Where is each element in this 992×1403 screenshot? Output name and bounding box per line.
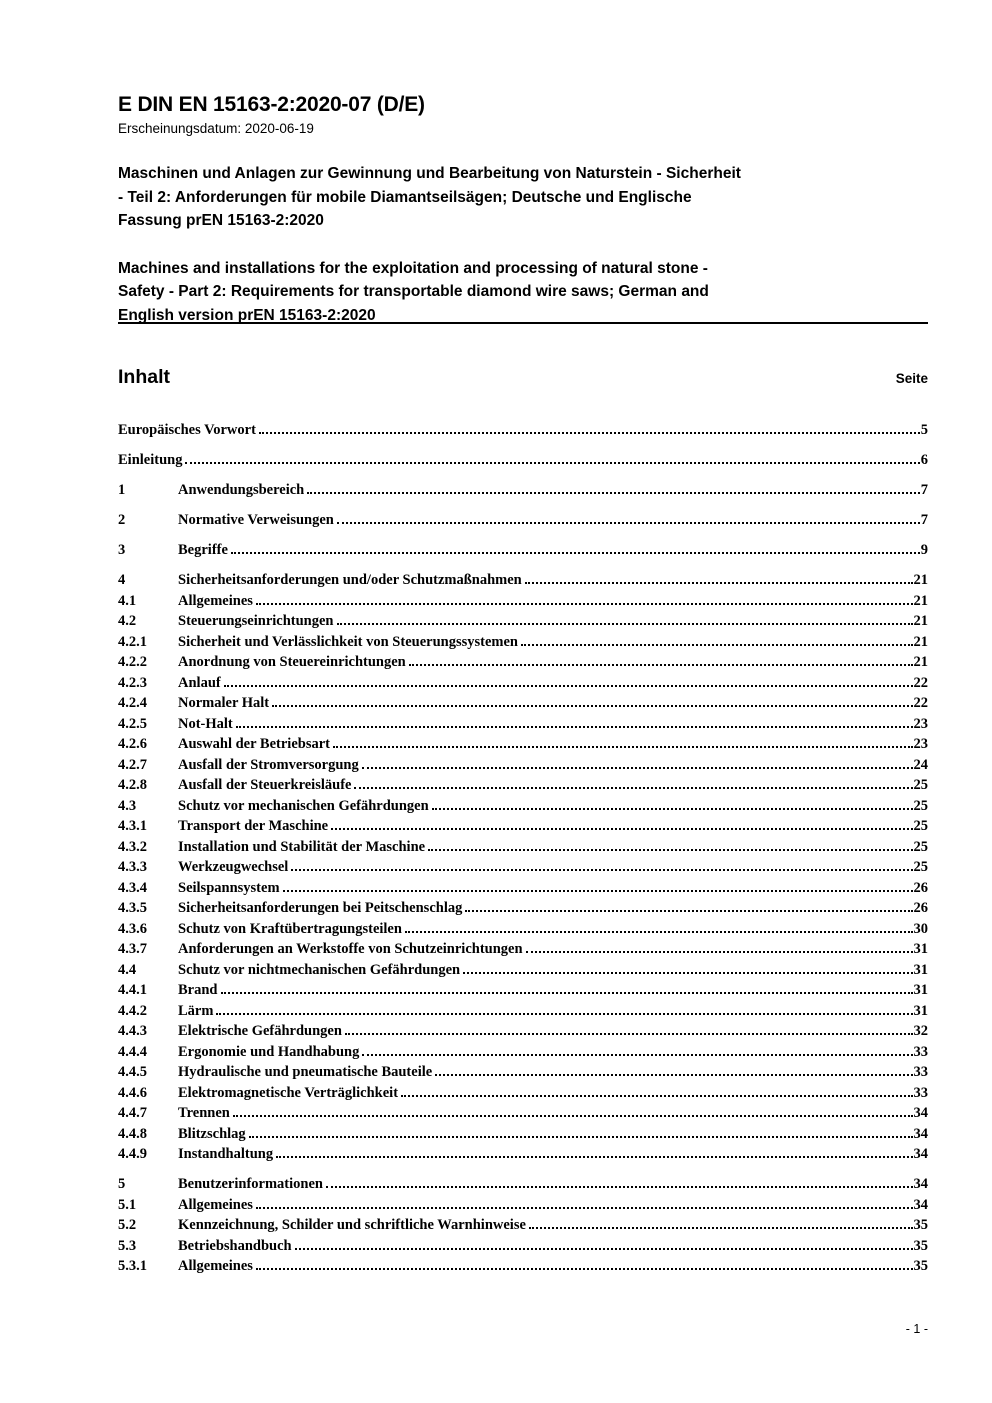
toc-entry-page: 21: [913, 613, 928, 629]
toc-entry: [118, 450, 928, 471]
toc-entry: [118, 1062, 928, 1083]
title-english: [118, 257, 928, 328]
toc-entry-label: Anordnung von Steuereinrichtungen: [178, 654, 406, 670]
toc-entry: [118, 939, 928, 960]
toc-entry-page: 6: [920, 452, 928, 468]
toc-entry: [118, 1042, 928, 1063]
title-german: [118, 162, 928, 233]
toc-entry-number: 4.3.2: [118, 838, 147, 855]
toc-entry-label: Steuerungseinrichtungen: [178, 613, 334, 629]
toc-entry-number: 4.4.8: [118, 1125, 147, 1142]
dot-leader: [331, 828, 912, 830]
toc-entry-number: 4: [118, 572, 126, 588]
toc-entry: [118, 1236, 928, 1257]
toc-entry: [118, 714, 928, 735]
toc-entry-page: 21: [913, 633, 928, 650]
toc-entry: [118, 1215, 928, 1236]
dot-leader: [224, 685, 913, 687]
toc-entry-number: 4.4.5: [118, 1064, 147, 1080]
toc-entry: [118, 570, 928, 591]
dot-leader: [276, 1156, 912, 1158]
toc-entry-page: 34: [913, 1196, 928, 1213]
toc-entry: [118, 919, 928, 940]
toc-entry-number: 4.2.5: [118, 715, 147, 732]
toc-entry-number: 4.2.7: [118, 756, 147, 773]
dot-leader: [259, 432, 920, 434]
toc-entry: [118, 632, 928, 653]
toc-entry-number: 5.1: [118, 1196, 137, 1213]
toc-entry-label: Allgemeines: [178, 1196, 253, 1213]
title-german-line: Maschinen und Anlagen zur Gewinnung und Bearbeitung von Naturstein - Sicherheit: [118, 165, 741, 182]
toc-entry-number: 4.3.6: [118, 920, 147, 937]
toc-entry-page: 23: [913, 715, 928, 732]
dot-leader: [432, 808, 913, 810]
dot-leader: [233, 1115, 913, 1117]
toc-entry: [118, 1021, 928, 1042]
toc-entry-number: 4.2.4: [118, 695, 147, 711]
toc-entry: [118, 878, 928, 899]
toc-entry-number: 4.3.5: [118, 900, 147, 916]
toc-entry-number: 4.2.6: [118, 736, 147, 752]
toc-entry-label: Sicherheit und Verlässlichkeit von Steuerungssystemen: [178, 633, 518, 650]
dot-leader: [337, 623, 913, 625]
dot-leader: [249, 1136, 913, 1138]
toc-entry-number: 4.4.1: [118, 982, 147, 998]
toc-entry-page: 7: [920, 482, 928, 498]
dot-leader: [256, 1207, 913, 1209]
toc-entry-label: Ausfall der Steuerkreisläufe: [178, 777, 352, 793]
dot-leader: [529, 1227, 913, 1229]
toc-entry-label: Anforderungen an Werkstoffe von Schutzeinrichtungen: [178, 941, 523, 957]
title-english-line: Safety - Part 2: Requirements for transportable diamond wire saws; German and: [118, 283, 709, 300]
toc-entry-label: Werkzeugwechsel: [178, 859, 289, 875]
toc-entry-number: 4.3.7: [118, 941, 147, 957]
toc-entry-number: 4.2.2: [118, 654, 147, 670]
toc-entry-number: 4.3.3: [118, 859, 147, 875]
toc-entry-number: 4.4.9: [118, 1146, 147, 1162]
toc-page-column-label: Seite: [895, 371, 928, 386]
toc-entry-label: Brand: [178, 982, 218, 998]
dot-leader: [525, 582, 913, 584]
toc-entry-page: 35: [913, 1217, 928, 1233]
toc-entry: [118, 1124, 928, 1145]
toc-entry: [118, 980, 928, 1001]
toc-entry-label: Hydraulische und pneumatische Bauteile: [178, 1064, 433, 1080]
toc-entry: [118, 420, 928, 441]
toc-entry-label: Installation und Stabilität der Maschine: [178, 838, 426, 855]
toc-entry-label: Trennen: [178, 1105, 230, 1121]
toc-entry-page: 7: [920, 512, 928, 528]
toc-entry-label: Normative Verweisungen: [178, 512, 334, 528]
toc-entry-label: Kennzeichnung, Schilder und schriftliche Warnhinweise: [178, 1217, 526, 1233]
toc-entry: [118, 540, 928, 561]
toc-entry-page: 5: [920, 422, 928, 438]
toc-entry: [118, 857, 928, 878]
dot-leader: [333, 746, 913, 748]
toc-entry-page: 26: [913, 879, 928, 896]
toc-entry: [118, 611, 928, 632]
dot-leader: [337, 522, 920, 524]
toc-entry-label: Schutz vor nichtmechanischen Gefährdungen: [178, 961, 461, 978]
toc-entry-page: 25: [913, 797, 928, 814]
toc-entry-number: 2: [118, 512, 126, 528]
toc-entry-number: 4.3.1: [118, 818, 147, 834]
dot-leader: [526, 951, 913, 953]
toc-entry-number: 4.2.1: [118, 633, 147, 650]
dot-leader: [409, 664, 913, 666]
toc-entry-number: 5: [118, 1176, 126, 1192]
toc-entry-page: 34: [913, 1105, 928, 1121]
dot-leader: [362, 1054, 912, 1056]
dot-leader: [463, 972, 912, 974]
toc-entry: [118, 1144, 928, 1165]
publication-date: Erscheinungsdatum: 2020-06-19: [118, 121, 314, 136]
toc-entry-number: 4.4.6: [118, 1084, 147, 1101]
toc-entry-page: 25: [913, 818, 928, 834]
toc-entry-page: 31: [913, 941, 928, 957]
dot-leader: [428, 849, 912, 851]
toc-entry: [118, 591, 928, 612]
toc-entry: [118, 755, 928, 776]
dot-leader: [435, 1074, 912, 1076]
title-german-line: - Teil 2: Anforderungen für mobile Diamantseilsägen; Deutsche und Englische: [118, 188, 692, 206]
toc-entry-number: 4.2.8: [118, 777, 147, 793]
toc-entry-label: Elektrische Gefährdungen: [178, 1023, 342, 1039]
toc-entry-label: Anwendungsbereich: [178, 482, 305, 498]
toc-entry-page: 21: [913, 654, 928, 670]
toc-entry-label: Allgemeines: [178, 592, 253, 609]
toc-entry: [118, 1083, 928, 1104]
toc-entry-page: 22: [913, 695, 928, 711]
toc-entry-page: 22: [913, 674, 928, 691]
toc-entry-number: 4.4.2: [118, 1002, 147, 1019]
toc-entry-page: 25: [913, 859, 928, 875]
toc-entry-number: 4.1: [118, 592, 137, 609]
toc-entry-page: 31: [913, 982, 928, 998]
toc-entry-page: 24: [913, 756, 928, 773]
dot-leader: [401, 1095, 912, 1097]
toc-entry: [118, 1174, 928, 1195]
toc-entry-number: 3: [118, 542, 126, 558]
document-number: E DIN EN 15163-2:2020-07 (D/E): [118, 93, 425, 116]
toc-entry-number: 5.3: [118, 1237, 137, 1254]
dot-leader: [521, 644, 913, 646]
toc-entry: [118, 1256, 928, 1277]
toc-entry-label: Benutzerinformationen: [178, 1176, 323, 1192]
toc-entry: [118, 1195, 928, 1216]
toc-entry-label: Anlauf: [178, 674, 221, 691]
toc-entry: [118, 693, 928, 714]
title-german-line: Fassung prEN 15163-2:2020: [118, 212, 324, 229]
toc-entry-page: 26: [913, 900, 928, 916]
toc-entry: [118, 734, 928, 755]
toc-entry-label: Sicherheitsanforderungen und/oder Schutzmaßnahmen: [178, 572, 522, 588]
toc-entry-number: 4.3: [118, 797, 137, 814]
toc-entry-label: Einleitung: [118, 452, 183, 468]
title-english-line: Machines and installations for the exploitation and processing of natural stone -: [118, 259, 708, 277]
toc-entry-number: 5.3.1: [118, 1258, 147, 1274]
dot-leader: [465, 910, 912, 912]
toc-entry-number: 5.2: [118, 1217, 137, 1233]
toc-entry-label: Sicherheitsanforderungen bei Peitschenschlag: [178, 900, 463, 916]
toc-entry: [118, 480, 928, 501]
toc-entry-number: 4.3.4: [118, 879, 147, 896]
title-english-line: English version prEN 15163-2:2020: [118, 306, 376, 324]
dot-leader: [185, 462, 919, 464]
toc-entry-page: 35: [913, 1258, 928, 1274]
toc-entry: [118, 796, 928, 817]
toc-entry-label: Normaler Halt: [178, 695, 270, 711]
toc-entry-number: 4.2.3: [118, 674, 147, 691]
dot-leader: [362, 767, 913, 769]
toc-entry: [118, 1001, 928, 1022]
toc-entry-label: Ausfall der Stromversorgung: [178, 756, 359, 773]
toc-entry-label: Lärm: [178, 1002, 214, 1019]
dot-leader: [354, 787, 912, 789]
toc-entry-page: 25: [913, 777, 928, 793]
toc-entry-page: 33: [913, 1043, 928, 1060]
toc-entry-page: 35: [913, 1237, 928, 1254]
toc-entry: [118, 1103, 928, 1124]
dot-leader: [236, 726, 913, 728]
table-of-contents: [118, 420, 928, 1277]
toc-entry-number: 4.4.7: [118, 1105, 147, 1121]
page-number-footer: - 1 -: [905, 1322, 928, 1336]
toc-entry-page: 32: [913, 1023, 928, 1039]
toc-entry: [118, 816, 928, 837]
toc-entry-label: Transport der Maschine: [178, 818, 329, 834]
toc-entry-label: Seilspannsystem: [178, 879, 280, 896]
dot-leader: [307, 492, 920, 494]
toc-entry-number: 4.4.4: [118, 1043, 147, 1060]
toc-entry-number: 4.4.3: [118, 1023, 147, 1039]
toc-entry-number: 1: [118, 482, 126, 498]
dot-leader: [256, 603, 913, 605]
toc-entry-page: 9: [920, 542, 928, 558]
toc-entry-label: Auswahl der Betriebsart: [178, 736, 330, 752]
toc-header-row: [118, 366, 928, 388]
toc-entry-page: 33: [913, 1064, 928, 1080]
toc-heading: Inhalt: [118, 366, 170, 388]
dot-leader: [326, 1186, 913, 1188]
dot-leader: [231, 552, 920, 554]
toc-entry-page: 31: [913, 1002, 928, 1019]
toc-entry-label: Instandhaltung: [178, 1146, 274, 1162]
toc-entry-label: Allgemeines: [178, 1258, 253, 1274]
toc-entry: [118, 673, 928, 694]
toc-entry-page: 34: [913, 1176, 928, 1192]
toc-entry: [118, 960, 928, 981]
dot-leader: [345, 1033, 913, 1035]
toc-entry: [118, 775, 928, 796]
toc-entry-page: 31: [913, 961, 928, 978]
toc-entry-page: 21: [913, 592, 928, 609]
toc-entry: [118, 898, 928, 919]
toc-entry-label: Elektromagnetische Verträglichkeit: [178, 1084, 399, 1101]
toc-entry-page: 30: [913, 920, 928, 937]
toc-entry-label: Betriebshandbuch: [178, 1237, 292, 1254]
toc-entry-number: 4.2: [118, 613, 137, 629]
toc-entry-label: Blitzschlag: [178, 1125, 246, 1142]
toc-entry-page: 23: [913, 736, 928, 752]
toc-entry: [118, 652, 928, 673]
toc-entry-label: Not-Halt: [178, 715, 233, 732]
toc-entry-page: 21: [913, 572, 928, 588]
dot-leader: [256, 1268, 913, 1270]
toc-entry-page: 33: [913, 1084, 928, 1101]
toc-entry-page: 25: [913, 838, 928, 855]
toc-entry-label: Europäisches Vorwort: [118, 422, 256, 438]
dot-leader: [272, 705, 912, 707]
toc-entry-label: Schutz vor mechanischen Gefährdungen: [178, 797, 429, 814]
dot-leader: [283, 890, 913, 892]
dot-leader: [216, 1013, 912, 1015]
dot-leader: [405, 931, 913, 933]
toc-entry-number: 4.4: [118, 961, 137, 978]
toc-entry-label: Ergonomie und Handhabung: [178, 1043, 360, 1060]
toc-entry: [118, 837, 928, 858]
toc-entry: [118, 510, 928, 531]
dot-leader: [221, 992, 913, 994]
dot-leader: [295, 1248, 913, 1250]
toc-entry-page: 34: [913, 1125, 928, 1142]
dot-leader: [291, 869, 912, 871]
toc-entry-label: Begriffe: [178, 542, 228, 558]
toc-entry-label: Schutz von Kraftübertragungsteilen: [178, 920, 402, 937]
toc-entry-page: 34: [913, 1146, 928, 1162]
